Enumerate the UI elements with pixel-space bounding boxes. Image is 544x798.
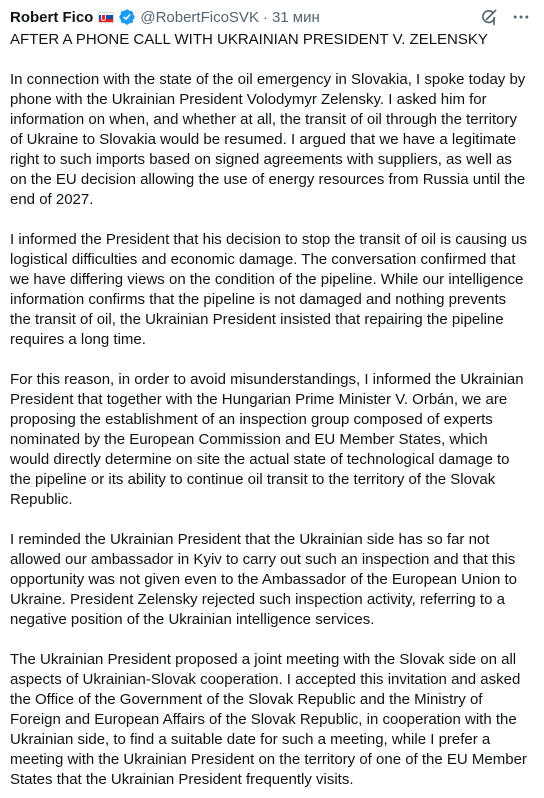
slovakia-flag-icon xyxy=(98,12,114,23)
post-body xyxy=(10,30,530,790)
separator-dot: · xyxy=(262,8,268,26)
post-paragraph-1: In connection with the state of the oil emergency in Slovakia, I spoke today by phone with the Ukrainian President Volodymyr Zelensky. I asked him for information on when, and whether at all, the transit of oil through the territory of Ukraine to Slovakia would be resumed. I argued that we have a legitimate right to such imports based on signed agreements with suppliers, as well as on the EU decision allowing the use of energy resources from Russia until the end of 2027. xyxy=(10,71,526,208)
author-handle[interactable]: @RobertFicoSVK xyxy=(140,8,259,26)
header-actions xyxy=(478,6,534,28)
post-paragraph-2: I informed the President that his decision to stop the transit of oil is causing us logistical difficulties and economic damage. The conversation confirmed that we have differing views on the condition of the pipeline. While our intelligence information confirms that the pipeline is not damaged and nothing prevents the transit of oil, the Ukrainian President insisted that repairing the pipeline requires a long time. xyxy=(10,231,527,348)
verified-badge-icon[interactable] xyxy=(118,8,136,26)
post-time[interactable]: 31 мин xyxy=(271,8,320,26)
author-name[interactable]: Robert Fico xyxy=(10,8,94,26)
post-paragraph-5: The Ukrainian President proposed a joint meeting with the Slovak side on all aspects of Ukrainian-Slovak cooperation. I accepted this invitation and asked the Office of the Government of the Slovak Republic and the Ministry of Foreign and European Affairs of the Slovak Republic, in cooperation with the Ukrainian side, to find a suitable date for such a meeting, while I prefer a meeting with the Ukrainian President on the territory of one of the EU Member States that the Ukrainian President frequently visits. xyxy=(10,651,527,788)
post-paragraph-3: For this reason, in order to avoid misunderstandings, I informed the Ukrainian President that together with the Hungarian Prime Minister V. Orbán, we are proposing the establishment of an inspection group composed of experts nominated by the European Commission and EU Member States, which would directly determine on site the actual state of technological damage to the pipeline or its ability to continue oil transit to the territory of the Slovak Republic. xyxy=(10,371,524,508)
post-title: AFTER A PHONE CALL WITH UKRAINIAN PRESIDENT V. ZELENSKY xyxy=(10,31,488,48)
post-paragraph-4: I reminded the Ukrainian President that the Ukrainian side has so far not allowed our ambassador in Kyiv to carry out such an inspection and that this opportunity was not given even to the Ambassador of the European Union to Ukraine. President Zelensky rejected such inspection activity, referring to a negative position of the Ukrainian intelligence services. xyxy=(10,531,517,628)
grok-icon[interactable] xyxy=(478,6,500,28)
more-options-icon[interactable] xyxy=(510,6,532,28)
tweet-header xyxy=(10,0,534,30)
